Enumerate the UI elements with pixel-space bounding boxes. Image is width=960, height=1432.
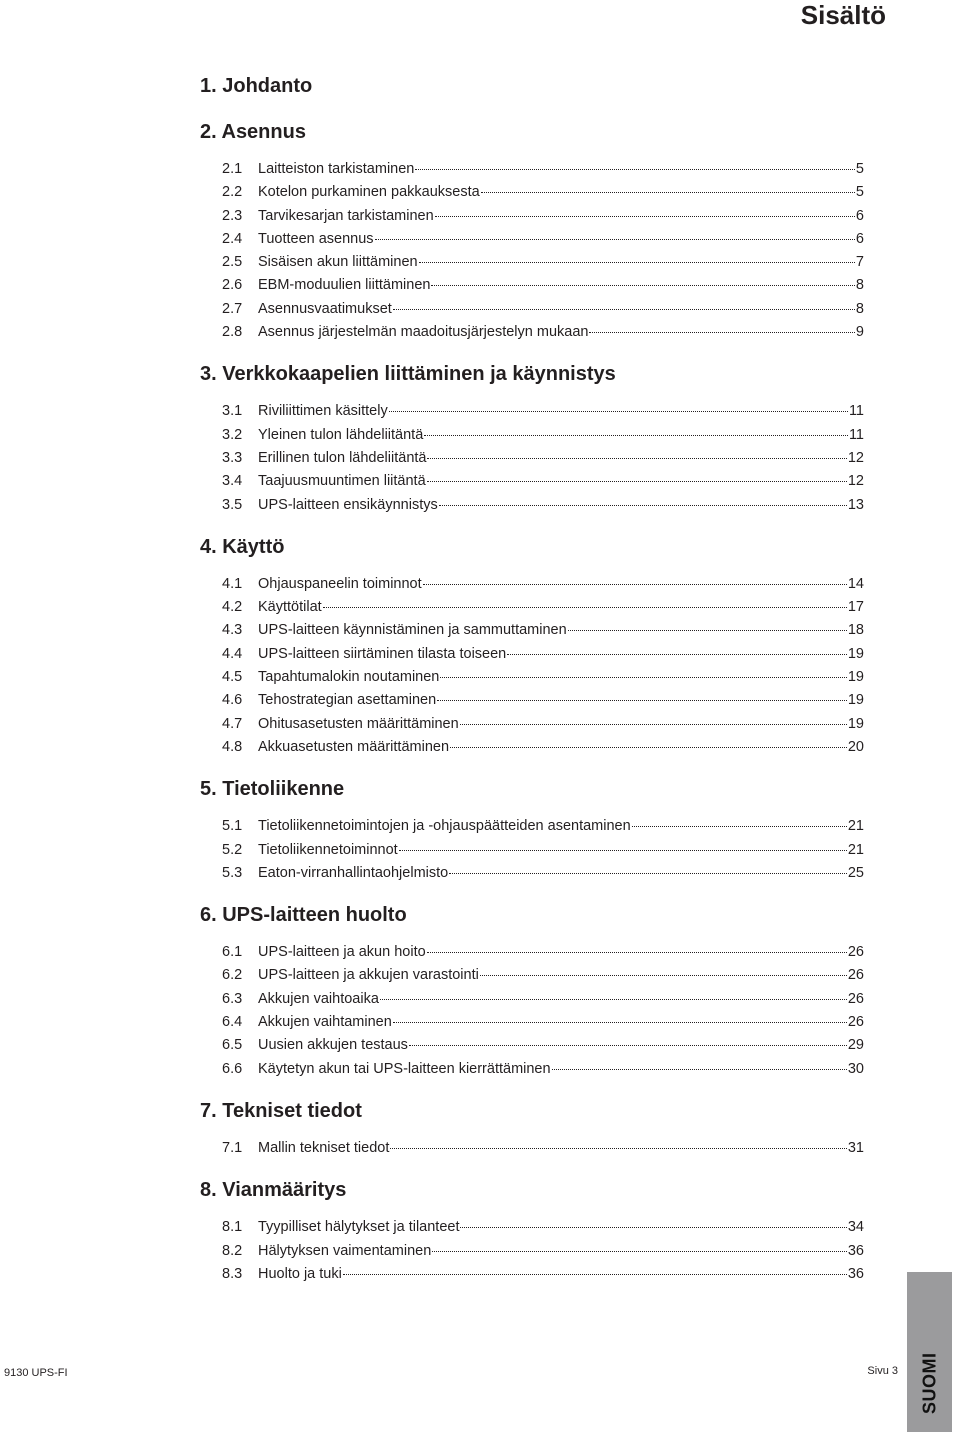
entry-page-number: 5 — [855, 161, 864, 177]
dot-leader — [481, 192, 855, 193]
entry-title: Uusien akkujen testaus — [258, 1037, 408, 1054]
entry-title: Erillinen tulon lähdeliitäntä — [258, 449, 427, 466]
entry-title: Ohjauspaneelin toiminnot — [258, 575, 422, 592]
entry-title: EBM-moduulien liittäminen — [258, 277, 431, 294]
entry-page-number: 36 — [847, 1265, 864, 1282]
entry-number: 2.4 — [222, 230, 243, 247]
entry-number: 5.2 — [222, 841, 243, 858]
toc-entry[interactable] — [222, 839, 864, 862]
toc-entry[interactable] — [222, 573, 864, 596]
entry-number: 2.7 — [222, 300, 243, 317]
dot-leader — [323, 607, 847, 608]
entry-page-number: 14 — [847, 575, 864, 592]
toc-entry[interactable] — [222, 321, 864, 344]
entry-title: Tehostrategian asettaminen — [258, 692, 437, 709]
entry-number: 5.3 — [222, 864, 243, 881]
toc-entry[interactable] — [222, 1034, 864, 1057]
entry-page-number: 19 — [847, 645, 864, 662]
entry-page-number: 20 — [847, 738, 864, 755]
entry-number: 8.1 — [222, 1219, 243, 1236]
dot-leader — [393, 1022, 847, 1023]
entry-page-number: 9 — [855, 324, 864, 341]
entry-title: Asennusvaatimukset — [258, 300, 392, 317]
toc-entry[interactable] — [222, 713, 864, 736]
toc-entry[interactable] — [222, 1240, 864, 1263]
dot-leader — [415, 169, 855, 170]
entry-page-number: 26 — [847, 990, 864, 1007]
dot-leader — [427, 458, 846, 459]
entry-number: 6.2 — [222, 967, 243, 984]
entry-page-number: 11 — [848, 403, 864, 420]
dot-leader — [393, 309, 855, 310]
dot-leader — [423, 584, 847, 585]
toc-entry[interactable] — [222, 815, 864, 838]
dot-leader — [449, 873, 847, 874]
entry-title: Tietoliikennetoiminnot — [258, 841, 398, 858]
language-tab — [907, 1272, 952, 1432]
entry-title: Tietoliikennetoimintojen ja -ohjauspäätteiden asentaminen — [258, 818, 631, 835]
entry-number: 2.8 — [222, 324, 243, 341]
entry-page-number: 18 — [847, 622, 864, 639]
toc-entry[interactable] — [222, 736, 864, 759]
toc-entry[interactable] — [222, 1263, 864, 1286]
toc-entry[interactable] — [222, 447, 864, 470]
dot-leader — [375, 239, 855, 240]
entry-page-number: 12 — [847, 473, 864, 490]
entry-title: UPS-laitteen siirtäminen tilasta toiseen — [258, 645, 507, 662]
entry-title: Riviliittimen käsittely — [258, 403, 388, 420]
section-heading[interactable]: 8. Vianmääritys — [200, 1179, 347, 1202]
entry-title: Ohitusasetusten määrittäminen — [258, 715, 459, 732]
section-heading[interactable]: 3. Verkkokaapelien liittäminen ja käynnistys — [200, 363, 616, 386]
dot-leader — [450, 747, 847, 748]
dot-leader — [632, 826, 847, 827]
toc-entry[interactable] — [222, 862, 864, 885]
entry-number: 2.3 — [222, 207, 243, 224]
language-tab-label: SUOMI — [919, 1352, 939, 1414]
dot-leader — [568, 630, 847, 631]
entry-title: Tapahtumalokin noutaminen — [258, 669, 440, 686]
entry-number: 6.3 — [222, 990, 243, 1007]
entry-page-number: 19 — [847, 692, 864, 709]
toc-entry[interactable] — [222, 941, 864, 964]
dot-leader — [432, 1251, 847, 1252]
entry-page-number: 29 — [847, 1037, 864, 1054]
toc-entry[interactable] — [222, 964, 864, 987]
toc-entry[interactable] — [222, 424, 864, 447]
entry-page-number: 11 — [848, 426, 864, 443]
entry-page-number: 6 — [855, 207, 864, 224]
entry-number: 2.5 — [222, 254, 243, 271]
entry-number: 4.1 — [222, 575, 243, 592]
entry-title: Yleinen tulon lähdeliitäntä — [258, 426, 424, 443]
dot-leader — [424, 435, 848, 436]
toc-entry[interactable] — [222, 596, 864, 619]
dot-leader — [589, 332, 854, 333]
entry-number: 8.2 — [222, 1242, 243, 1259]
entry-title: UPS-laitteen käynnistäminen ja sammuttaminen — [258, 622, 567, 639]
section-entry-list — [200, 1137, 864, 1160]
section-heading[interactable]: 1. Johdanto — [200, 75, 313, 97]
entry-number: 5.1 — [222, 818, 243, 835]
entry-number: 4.7 — [222, 715, 243, 732]
entry-title: Tarvikesarjan tarkistaminen — [258, 207, 434, 224]
section-entry-list — [200, 158, 864, 344]
entry-page-number: 12 — [847, 449, 864, 466]
entry-page-number: 25 — [847, 864, 864, 881]
toc-entry[interactable] — [222, 619, 864, 642]
dot-leader — [435, 216, 855, 217]
section-entry-list — [200, 400, 864, 516]
entry-title: Akkuasetusten määrittäminen — [258, 738, 450, 755]
toc-entry[interactable] — [222, 470, 864, 493]
dot-leader — [427, 952, 847, 953]
section-heading[interactable]: 2. Asennus — [200, 121, 306, 143]
entry-title: Akkujen vaihtaminen — [258, 1014, 392, 1031]
section-heading[interactable]: 6. UPS-laitteen huolto — [200, 904, 407, 927]
toc-entry[interactable] — [222, 1137, 864, 1160]
entry-number: 2.1 — [222, 161, 243, 177]
entry-page-number: 19 — [847, 669, 864, 686]
entry-title: Eaton-virranhallintaohjelmisto — [258, 864, 449, 881]
entry-title: Sisäisen akun liittäminen — [258, 254, 418, 271]
entry-number: 4.4 — [222, 645, 243, 662]
entry-page-number: 17 — [847, 599, 864, 616]
toc-entry[interactable] — [222, 988, 864, 1011]
entry-number: 3.1 — [222, 403, 243, 420]
entry-title: Asennus järjestelmän maadoitusjärjestelyn mukaan — [258, 324, 589, 341]
toc-entry[interactable] — [222, 689, 864, 712]
dot-leader — [460, 724, 847, 725]
entry-page-number: 21 — [847, 818, 864, 835]
dot-leader — [439, 505, 847, 506]
toc-entry[interactable] — [222, 298, 864, 321]
dot-leader — [480, 975, 847, 976]
toc-entry[interactable] — [222, 205, 864, 228]
entry-number: 4.6 — [222, 692, 243, 709]
entry-page-number: 13 — [847, 496, 864, 513]
dot-leader — [552, 1069, 847, 1070]
entry-page-number: 26 — [847, 944, 864, 961]
dot-leader — [343, 1274, 847, 1275]
dot-leader — [380, 999, 847, 1000]
dot-leader — [431, 285, 854, 286]
entry-title: UPS-laitteen ja akun hoito — [258, 944, 426, 961]
entry-page-number: 6 — [855, 230, 864, 247]
entry-number: 4.5 — [222, 669, 243, 686]
page-title: Sisältö — [800, 0, 886, 30]
entry-title: Huolto ja tuki — [258, 1265, 342, 1282]
entry-number: 2.6 — [222, 277, 243, 294]
entry-page-number: 31 — [847, 1139, 864, 1156]
dot-leader — [419, 262, 855, 263]
entry-page-number: 8 — [855, 277, 864, 294]
footer-page-label: Sivu 3 — [867, 1365, 898, 1377]
dot-leader — [427, 481, 847, 482]
section-heading[interactable]: 4. Käyttö — [200, 535, 285, 558]
toc-entry[interactable] — [222, 666, 864, 689]
entry-title: Käyttötilat — [258, 599, 322, 616]
entry-title: Akkujen vaihtoaika — [258, 990, 379, 1007]
entry-page-number: 26 — [847, 1014, 864, 1031]
entry-page-number: 36 — [847, 1242, 864, 1259]
entry-number: 4.8 — [222, 738, 243, 755]
entry-number: 3.2 — [222, 426, 243, 443]
entry-title: Kotelon purkaminen pakkauksesta — [258, 184, 480, 201]
toc-entry[interactable] — [222, 400, 864, 423]
entry-number: 3.5 — [222, 496, 243, 513]
entry-number: 3.4 — [222, 473, 243, 490]
dot-leader — [440, 677, 846, 678]
entry-page-number: 8 — [855, 300, 864, 317]
toc-entry[interactable] — [222, 158, 864, 181]
dot-leader — [437, 700, 847, 701]
toc-entry[interactable] — [222, 1011, 864, 1034]
entry-number: 4.2 — [222, 599, 243, 616]
toc-entry[interactable] — [222, 251, 864, 274]
entry-number: 8.3 — [222, 1265, 243, 1282]
section-entry-list — [200, 815, 864, 885]
entry-title: UPS-laitteen ja akkujen varastointi — [258, 967, 479, 984]
entry-title: Tyypilliset hälytykset ja tilanteet — [258, 1219, 460, 1236]
footer-doc-code: 9130 UPS-FI — [4, 1367, 68, 1379]
entry-number: 6.5 — [222, 1037, 243, 1054]
entry-title: Mallin tekniset tiedot — [258, 1139, 390, 1156]
entry-title: UPS-laitteen ensikäynnistys — [258, 496, 438, 513]
entry-title: Käytetyn akun tai UPS-laitteen kierrättäminen — [258, 1060, 551, 1077]
entry-title: Tuotteen asennus — [258, 230, 374, 247]
entry-page-number: 30 — [847, 1060, 864, 1077]
entry-number: 6.6 — [222, 1060, 243, 1077]
entry-number: 6.4 — [222, 1014, 243, 1031]
entry-title: Laitteiston tarkistaminen — [258, 161, 415, 177]
section-entry-list — [200, 573, 864, 759]
dot-leader — [507, 654, 847, 655]
section-entry-list — [200, 941, 864, 1081]
toc-entry[interactable] — [222, 274, 864, 297]
dot-leader — [409, 1045, 847, 1046]
entry-title: Hälytyksen vaimentaminen — [258, 1242, 432, 1259]
entry-page-number: 21 — [847, 841, 864, 858]
entry-page-number: 5 — [855, 184, 864, 201]
entry-number: 2.2 — [222, 184, 243, 201]
dot-leader — [389, 411, 848, 412]
section-heading[interactable]: 7. Tekniset tiedot — [200, 1099, 362, 1122]
entry-page-number: 26 — [847, 967, 864, 984]
table-of-contents — [200, 70, 864, 1286]
toc-entry[interactable] — [222, 494, 864, 517]
toc-entry[interactable] — [222, 228, 864, 251]
entry-number: 4.3 — [222, 622, 243, 639]
toc-entry[interactable] — [222, 643, 864, 666]
dot-leader — [399, 850, 847, 851]
entry-page-number: 19 — [847, 715, 864, 732]
dot-leader — [460, 1227, 846, 1228]
section-entry-list — [200, 1216, 864, 1286]
toc-entry[interactable] — [222, 1216, 864, 1239]
toc-entry[interactable] — [222, 181, 864, 204]
entry-number: 7.1 — [222, 1139, 243, 1156]
entry-number: 3.3 — [222, 449, 243, 466]
entry-title: Taajuusmuuntimen liitäntä — [258, 473, 426, 490]
toc-entry[interactable] — [222, 1058, 864, 1081]
dot-leader — [390, 1148, 846, 1149]
entry-number: 6.1 — [222, 944, 243, 961]
section-heading[interactable]: 5. Tietoliikenne — [200, 778, 345, 801]
entry-page-number: 7 — [855, 254, 864, 271]
entry-page-number: 34 — [847, 1219, 864, 1236]
